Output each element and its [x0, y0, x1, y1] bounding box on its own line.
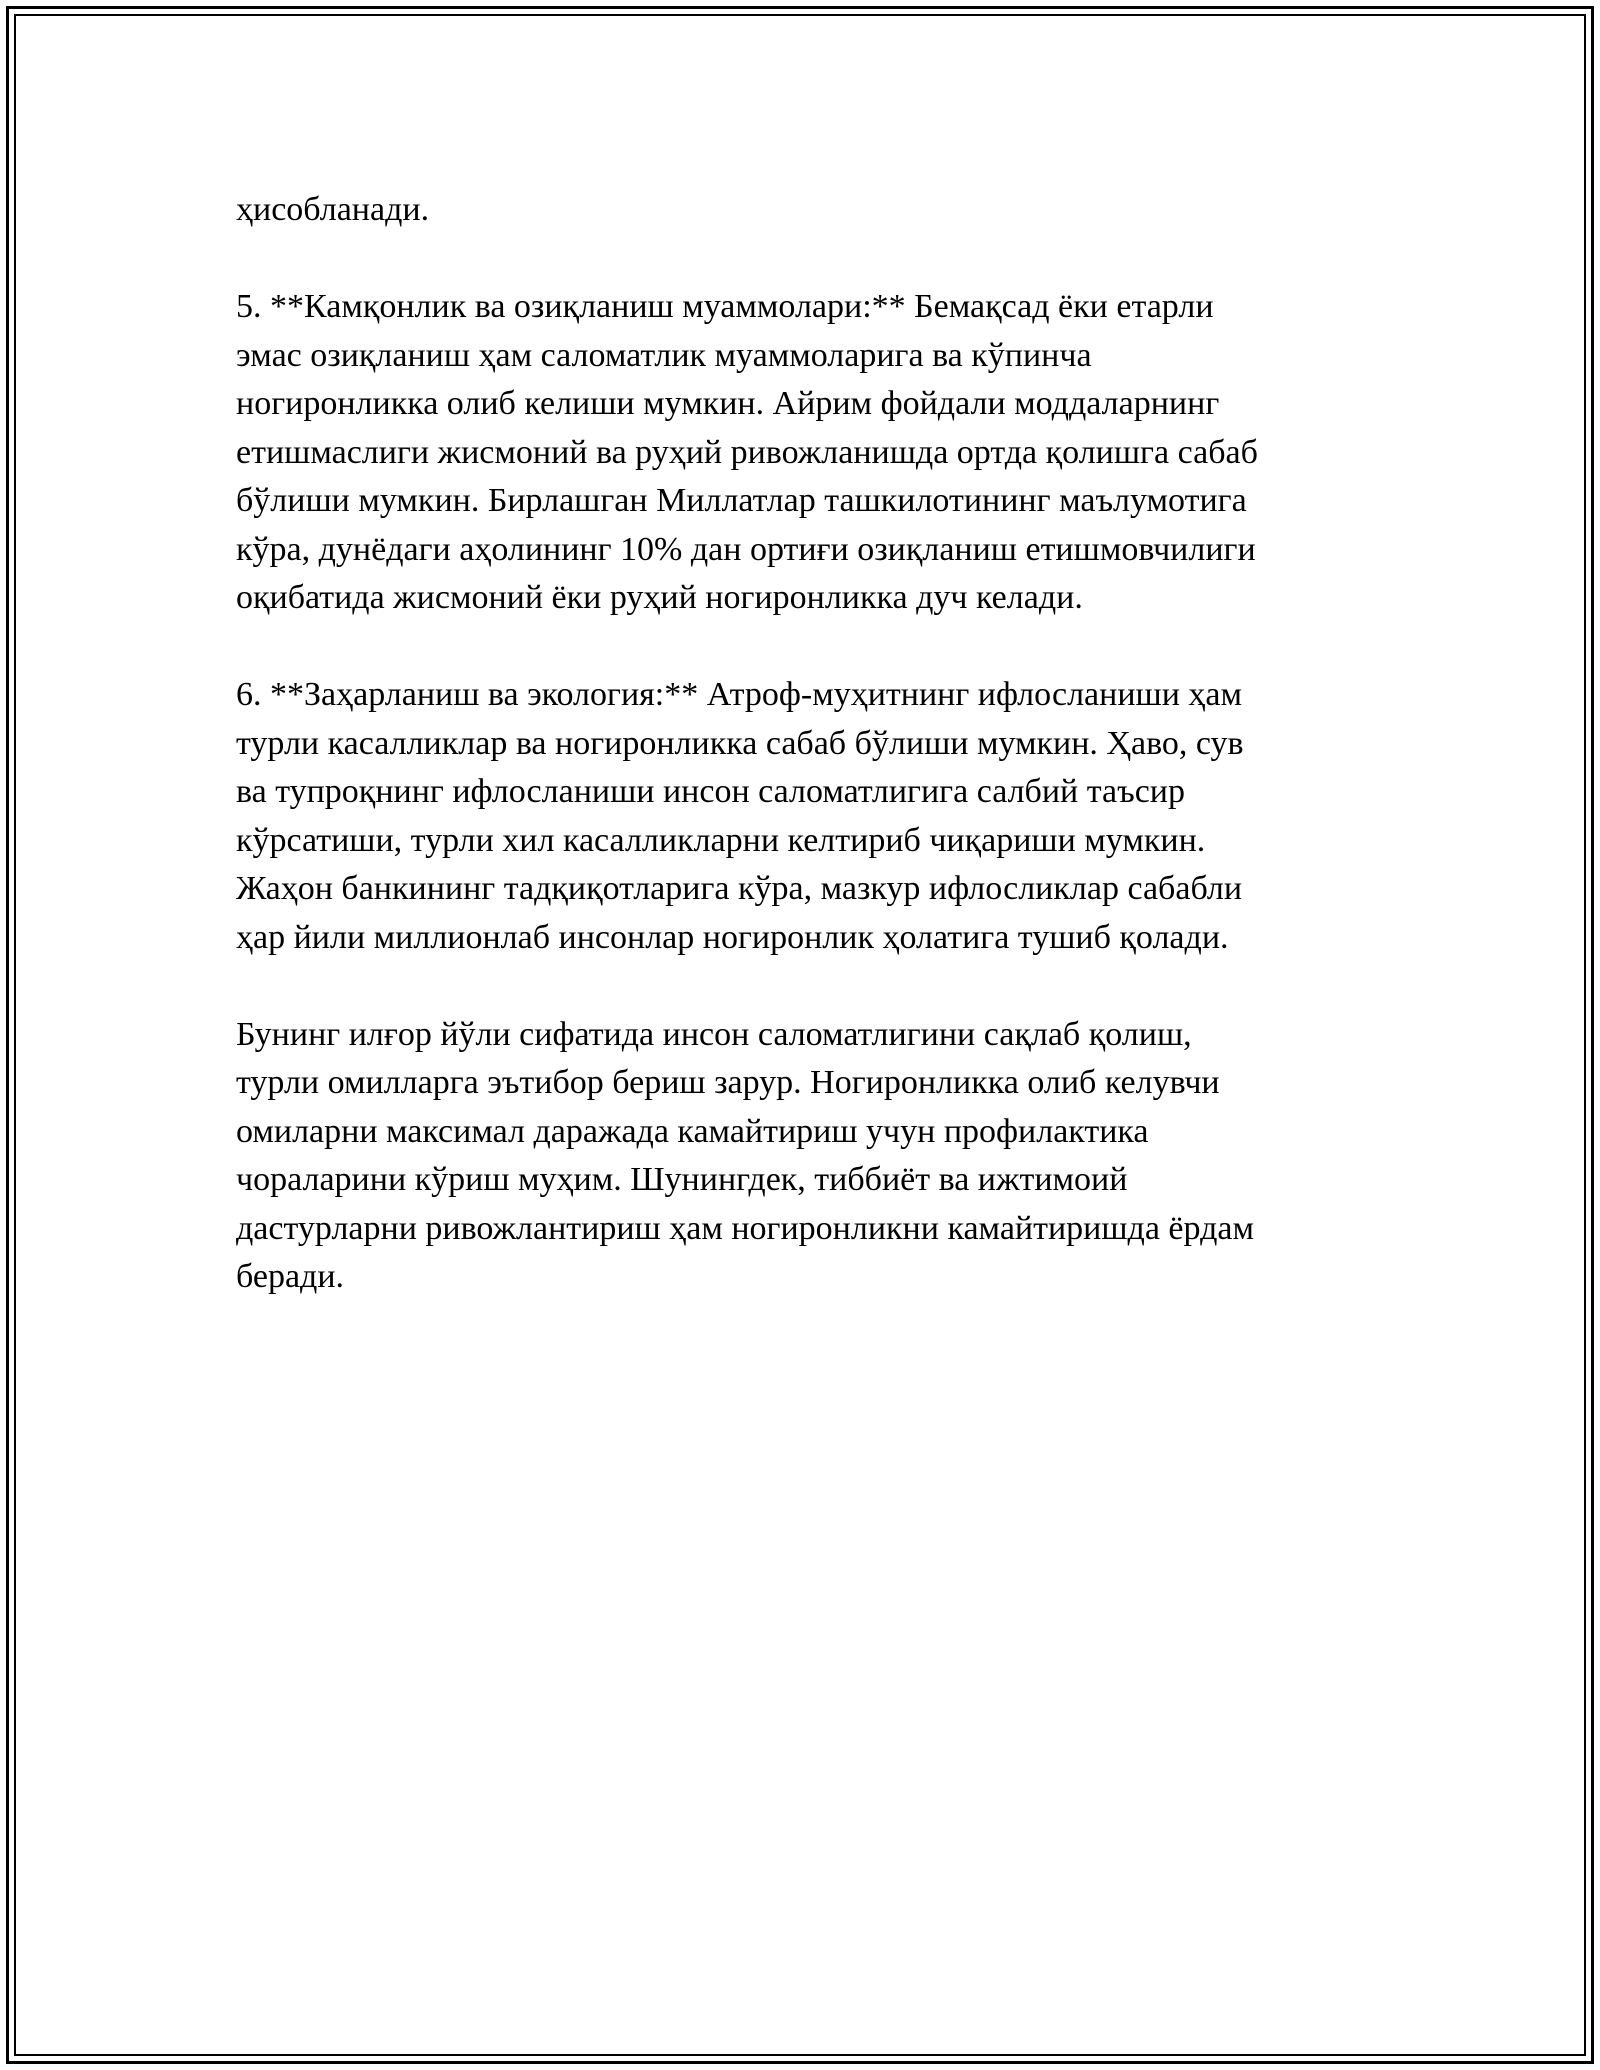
- document-body: [236, 186, 1366, 1350]
- paragraph-item-5: [236, 283, 1366, 623]
- text-line: етишмаслиги жисмоний ва руҳий ривожланишда ортда қолишга сабаб: [236, 433, 1258, 471]
- text-line: ҳисобланади.: [236, 191, 430, 228]
- text-line: кўра, дунёдаги аҳолининг 10% дан ортиғи озиқланиш етишмовчилиги: [236, 530, 1256, 568]
- text-line: 5. **Камқонлик ва озиқланиш муаммолари:** Бемақсад ёки етарли: [236, 288, 1214, 325]
- text-line: турли касалликлар ва ногиронликка сабаб бўлиши мумкин. Ҳаво, сув: [236, 724, 1244, 762]
- text-line: ва тупроқнинг ифлосланиши инсон саломатлигига салбий таъсир: [236, 773, 1185, 810]
- paragraph-conclusion: [236, 1011, 1366, 1302]
- text-line: ҳар йили миллионлаб инсонлар ногиронлик ҳолатига тушиб қолади.: [236, 918, 1229, 956]
- text-line: турли омилларга эътибор бериш зарур. Ногиронликка олиб келувчи: [236, 1064, 1220, 1101]
- paragraph-item-6: [236, 671, 1366, 962]
- text-line: эмас озиқланиш ҳам саломатлик муаммоларига ва кўпинча: [236, 336, 1092, 374]
- text-line: Жаҳон банкининг тадқиқотларига кўра, мазкур ифлосликлар сабабли: [236, 870, 1243, 907]
- paragraph-continuation: [236, 186, 1366, 235]
- text-line: оқибатида жисмоний ёки руҳий ногиронликка дуч келади.: [236, 579, 1083, 616]
- text-line: чораларини кўриш муҳим. Шунингдек, тиббиёт ва ижтимоий: [236, 1161, 1128, 1198]
- text-line: бўлиши мумкин. Бирлашган Миллатлар ташкилотининг маълумотига: [236, 482, 1247, 519]
- text-line: ногиронликка олиб келиши мумкин. Айрим фойдали моддаларнинг: [236, 385, 1220, 422]
- text-line: омиларни максимал даражада камайтириш учун профилактика: [236, 1112, 1149, 1150]
- text-line: дастурларни ривожлантириш ҳам ногиронликни камайтиришда ёрдам: [236, 1209, 1254, 1247]
- text-line: кўрсатиши, турли хил касалликларни келтириб чиқариши мумкин.: [236, 821, 1206, 859]
- text-line: Бунинг илғор йўли сифатида инсон саломатлигини сақлаб қолиш,: [236, 1015, 1192, 1053]
- text-line: беради.: [236, 1258, 345, 1295]
- text-line: 6. **Заҳарланиш ва экология:** Атроф-муҳитнинг ифлосланиши ҳам: [236, 676, 1243, 713]
